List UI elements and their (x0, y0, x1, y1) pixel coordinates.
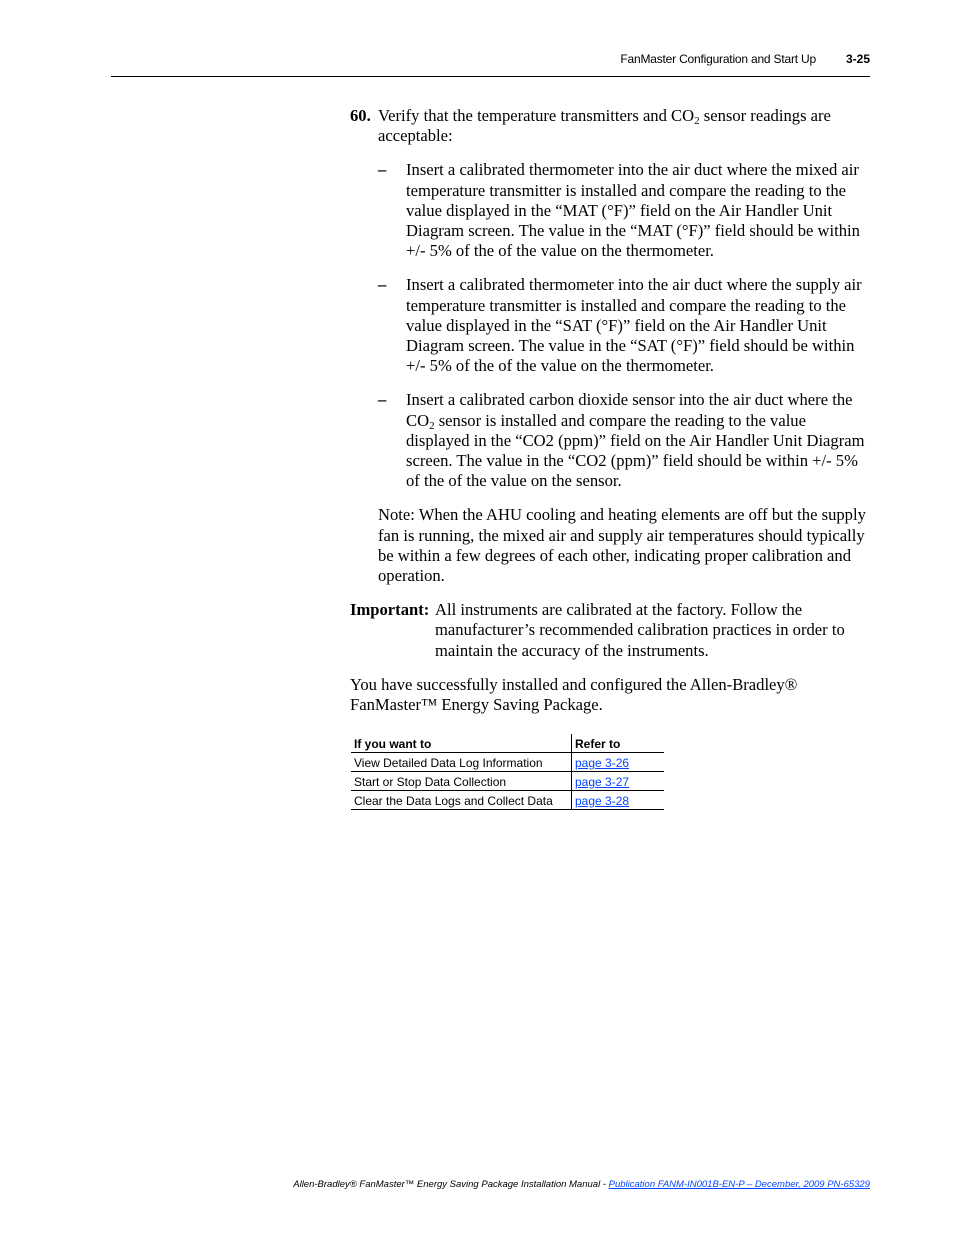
page-footer (293, 1179, 870, 1190)
list-item (378, 390, 870, 491)
header-page-number: 3-25 (845, 52, 870, 66)
bullet-text: Insert a calibrated thermometer into the air duct where the mixed air temperature transmitter is installed and compare the reading to the value displayed in the “MAT (°F)” field on the Air Handler Unit Diagram screen. The value in the “MAT (°F)” field should be within +/- 5% of the of the value on the thermometer. (406, 160, 860, 261)
step-60 (350, 106, 870, 586)
footer-text: Allen-Bradley® FanMaster™ Energy Saving Package Installation Manual - (293, 1179, 609, 1190)
main-content (350, 106, 870, 715)
page-link[interactable]: page 3-28 (575, 793, 630, 808)
ref-cell (572, 753, 665, 772)
column-header-ref: Refer to (572, 734, 665, 753)
task-cell: View Detailed Data Log Information (351, 753, 572, 772)
bullet-list (378, 160, 870, 491)
list-item (378, 160, 870, 261)
column-header-task: If you want to (351, 734, 572, 753)
page-link[interactable]: page 3-27 (575, 774, 630, 789)
bullet-text-after: sensor is installed and compare the reading to the value displayed in the “CO2 (ppm)” field on the Air Handler Unit Diagram screen. The value in the “CO2 (ppm)” field should be within +/- 5% of the of the value on the sensor. (406, 410, 865, 491)
ref-cell (572, 772, 665, 791)
important-label: Important: (350, 600, 430, 620)
table-row (351, 753, 664, 772)
important-text: All instruments are calibrated at the factory. Follow the manufacturer’s recommended calibration practices in order to maintain the accuracy of the instruments. (435, 600, 845, 660)
header-divider (111, 76, 870, 77)
table-header-row (351, 734, 664, 753)
bullet-dash: – (378, 160, 387, 180)
step-subscript: 2 (694, 115, 700, 127)
step-number: 60. (350, 106, 371, 125)
list-item (378, 275, 870, 376)
table-row (351, 772, 664, 791)
page-header (620, 52, 870, 66)
reference-table (351, 734, 664, 810)
bullet-dash: – (378, 275, 387, 295)
important-callout (350, 600, 870, 661)
table-row (351, 791, 664, 810)
page-link[interactable]: page 3-26 (575, 755, 630, 770)
ref-cell (572, 791, 665, 810)
bullet-subscript: 2 (429, 419, 435, 432)
task-cell: Start or Stop Data Collection (351, 772, 572, 791)
bullet-dash: – (378, 390, 387, 410)
bullet-text-before: Insert a calibrated carbon dioxide sensor into the air duct where the CO (406, 390, 853, 430)
closing-paragraph: You have successfully installed and configured the Allen-Bradley® FanMaster™ Energy Saving Package. (350, 674, 798, 715)
task-cell: Clear the Data Logs and Collect Data (351, 791, 572, 810)
step-text-after: sensor readings are acceptable: (378, 106, 831, 146)
publication-link[interactable]: Publication FANM-IN001B-EN-P – December, 2009 PN-65329 (608, 1179, 870, 1190)
note-paragraph: Note: When the AHU cooling and heating elements are off but the supply fan is running, the mixed air and supply air temperatures should typically be within a few degrees of each other, indicating proper calibration and operation. (378, 505, 866, 586)
header-title: FanMaster Configuration and Start Up (620, 52, 816, 66)
bullet-text: Insert a calibrated thermometer into the air duct where the supply air temperature transmitter is installed and compare the reading to the value displayed in the “SAT (°F)” field on the Air Handler Unit Diagram screen. The value in the “SAT (°F)” field should be within +/- 5% of the of the value on the thermometer. (406, 275, 862, 376)
step-text-before: Verify that the temperature transmitters and CO (378, 106, 695, 125)
